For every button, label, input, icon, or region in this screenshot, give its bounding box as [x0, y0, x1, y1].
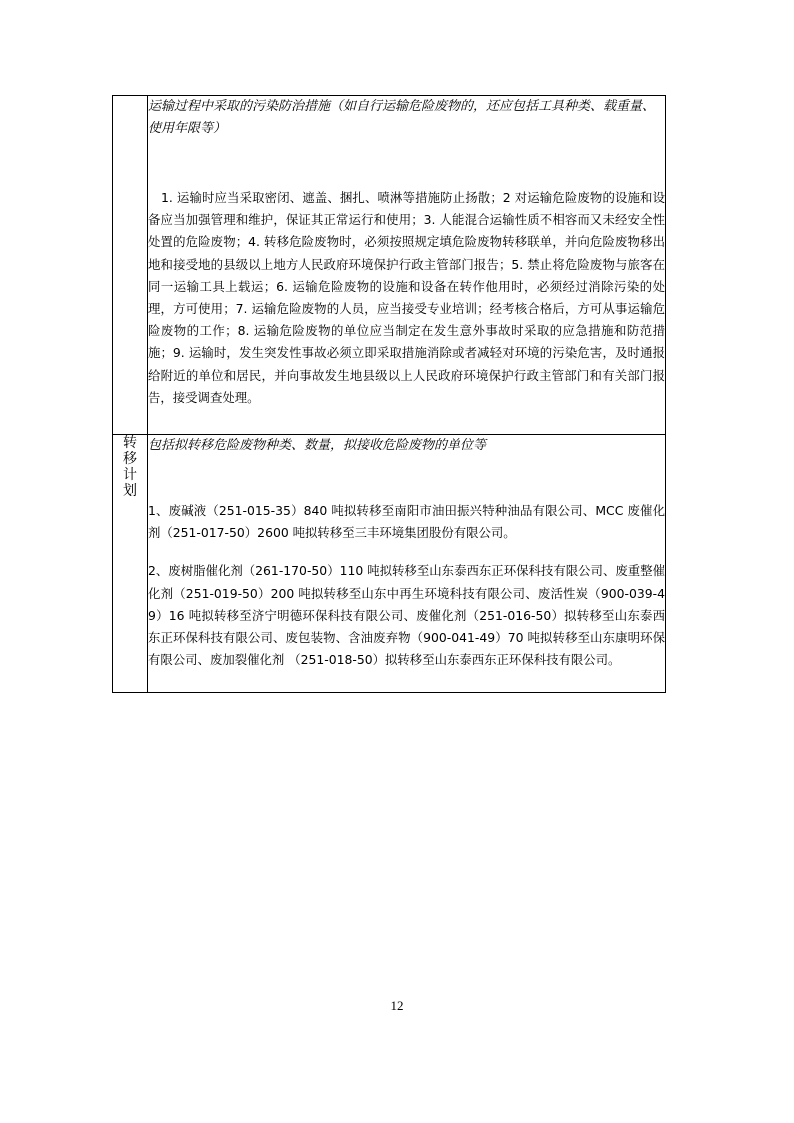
section-paragraph: 1、废碱液（251-015-35）840 吨拟转移至南阳市油田振兴特种油品有限公司、MCC 废催化剂（251-017-50）2600 吨拟转移至三丰环境集团股份有限公司。 [148, 503, 665, 541]
section-prompt: 运输过程中采取的污染防治措施（如自行运输危险废物的，还应包括工具种类、载重量、使用年限等） [148, 99, 656, 136]
row-label: 转移计划 [123, 435, 137, 499]
page-number: 12 [390, 998, 404, 1013]
table-row-transfer-plan [113, 435, 666, 693]
section-body-text: 1. 运输时应当采取密闭、遮盖、捆扎、喷淋等措施防止扬散；2 对运输危险废物的设施和设备应当加强管理和维护，保证其正常运行和使用；3. 人能混合运输性质不相容而又未经安全性处置的危险废物；4. 转移危险废物时，必须按照规定填危险废物转移联单，并向危险废物移出地和接受地的县级以上地方人民政府环境保护行政主管部门报告；5. 禁止将危险废物与旅客在同一运输工具上载运；6. 运输危险废物的设施和设备在转作他用时，必须经过消除污染的处理，方可使用；7. 运输危险废物的人员，应当接受专业培训；经考核合格后，方可从事运输危险废物的工作；8. 运输危险废物的单位应当制定在发生意外事故时采取的应急措施和防范措施；9. 运输时，发生突发性事故必须立即采取措施消除或者减轻对环境的污染危害，及时通报给附近的单位和居民，并向事故发生地县级以上人民政府环境保护行政主管部门和有关部门报告，接受调查处理。 [148, 190, 665, 405]
row-label-cell [113, 96, 148, 435]
table-row-transport-measures [113, 96, 666, 435]
section-prompt: 包括拟转移危险废物种类、数量，拟接收危险废物的单位等 [148, 438, 487, 453]
content-cell [148, 96, 666, 435]
section-paragraph: 2、废树脂催化剂（261-170-50）110 吨拟转移至山东泰西东正环保科技有限公司、废重整催化剂（251-019-50）200 吨拟转移至山东中再生环境科技有限公司、废活性炭（900-039-49）16 吨拟转移至济宁明德环保科技有限公司、废催化剂（251-016-50）拟转移至山东泰西东正环保科技有限公司、废包装物、含油废弃物（900-041-49）70 吨拟转移至山东康明环保有限公司、废加裂催化剂 （251-018-50）拟转移至山东泰西东正环保科技有限公司。 [148, 563, 665, 668]
content-cell [148, 435, 666, 693]
row-label-cell [113, 435, 148, 693]
document-table [112, 95, 666, 693]
